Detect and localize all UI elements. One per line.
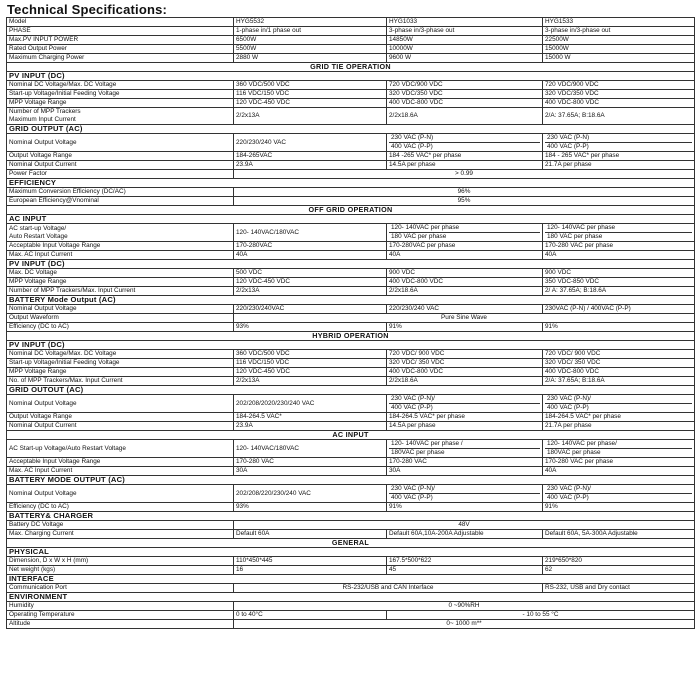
- table-row: [7, 503, 695, 512]
- row-label: [7, 224, 234, 242]
- row-value: 40A: [234, 251, 387, 260]
- row-label: Acceptable Input Voltage Range: [7, 458, 234, 467]
- row-value: 0 ~90%RH: [234, 602, 695, 611]
- table-row: [7, 467, 695, 476]
- row-value: 219*650*820: [543, 557, 695, 566]
- table-row: [7, 90, 695, 99]
- row-label: PHASE: [7, 27, 234, 36]
- row-value: 120- 140VAC/180VAC: [234, 224, 387, 242]
- table-row: [7, 269, 695, 278]
- row-value: 40A: [543, 467, 695, 476]
- table-row: [7, 422, 695, 431]
- table-row: [7, 611, 695, 620]
- row-value: 116 VDC/150 VDC: [234, 359, 387, 368]
- row-label: AC Start-up Voltage/Auto Restart Voltage: [7, 440, 234, 458]
- row-value: 120- 140VAC/180VAC: [234, 440, 387, 458]
- row-value: 6500W: [234, 36, 387, 45]
- row-value: 93%: [234, 503, 387, 512]
- row-label: Max. AC Input Current: [7, 251, 234, 260]
- row-value: Default 60A: [234, 530, 387, 539]
- cell-line: 180 VAC per phase: [391, 233, 447, 240]
- table-row: [7, 368, 695, 377]
- row-value: 720 VDC/900 VDC: [543, 81, 695, 90]
- row-value: 45: [387, 566, 543, 575]
- row-label: Model: [7, 18, 234, 27]
- section-title: PHYSICAL: [7, 548, 695, 557]
- row-label: European Efficiency@Vnominal: [7, 197, 234, 206]
- row-value: 2/2x13A: [234, 287, 387, 296]
- section-title: GRID OUTPUT (AC): [7, 125, 695, 134]
- row-value: 400 VDC-800 VDC: [387, 368, 543, 377]
- row-value: 2/2x13A: [234, 377, 387, 386]
- row-value: 10000W: [387, 45, 543, 54]
- row-value: 170-280 VAC per phase: [543, 242, 695, 251]
- row-label: Net weight (kgs): [7, 566, 234, 575]
- cell-line: 120- 140VAC per phase /: [389, 440, 540, 449]
- spec-table: [6, 17, 695, 629]
- cell-line: 180VAC per phase: [547, 449, 601, 456]
- table-row: [7, 530, 695, 539]
- section-header: [7, 548, 695, 557]
- row-value: 167.5*500*622: [387, 557, 543, 566]
- table-row: [7, 152, 695, 161]
- row-value: 202/208/2020/230/240 VAC: [234, 395, 387, 413]
- row-value: 320 VDC/350 VDC: [387, 90, 543, 99]
- row-label: Dimension, D x W x H (mm): [7, 557, 234, 566]
- row-value: 14.5A per phase: [387, 422, 543, 431]
- section-title: PV INPUT (DC): [7, 260, 695, 269]
- category-header: [7, 539, 695, 548]
- table-row: [7, 602, 695, 611]
- row-label: Efficiency (DC to AC): [7, 323, 234, 332]
- row-value: 14850W: [387, 36, 543, 45]
- row-label: Nominal Output Voltage: [7, 485, 234, 503]
- section-header: [7, 593, 695, 602]
- row-value: 23.9A: [234, 161, 387, 170]
- row-value: 170-280 VAC: [387, 458, 543, 467]
- row-label: Output Voltage Range: [7, 413, 234, 422]
- table-row: [7, 36, 695, 45]
- row-label: Maximum Charging Power: [7, 54, 234, 63]
- row-value: [387, 485, 543, 503]
- row-label: Output Voltage Range: [7, 152, 234, 161]
- section-title: INTERFACE: [7, 575, 695, 584]
- section-title: AC INPUT: [7, 215, 695, 224]
- table-row: [7, 557, 695, 566]
- row-value: [387, 134, 543, 152]
- row-value: 350 VDC-850 VDC: [543, 278, 695, 287]
- row-label: Nominal DC Voltage/Max. DC Voltage: [7, 350, 234, 359]
- section-header: [7, 72, 695, 81]
- cell-line: 230 VAC (P-N)/: [389, 395, 540, 404]
- section-title: BATTERY& CHARGER: [7, 512, 695, 521]
- row-value: 170-280VAC per phase: [387, 242, 543, 251]
- row-value: 95%: [234, 197, 695, 206]
- row-value: [543, 134, 695, 152]
- row-value: 170-280 VAC per phase: [543, 458, 695, 467]
- table-row: [7, 188, 695, 197]
- row-value: 400 VDC-800 VDC: [387, 99, 543, 108]
- row-label: Nominal Output Current: [7, 422, 234, 431]
- row-value: 62: [543, 566, 695, 575]
- row-value: 9600 W: [387, 54, 543, 63]
- table-row: [7, 485, 695, 503]
- row-value: 14.5A per phase: [387, 161, 543, 170]
- category-header: [7, 431, 695, 440]
- row-value: 120 VDC-450 VDC: [234, 99, 387, 108]
- cell-line: 230 VAC (P-N)/: [545, 395, 692, 404]
- section-header: [7, 512, 695, 521]
- table-row: [7, 323, 695, 332]
- cell-line: Auto Restart Voltage: [9, 232, 68, 240]
- category-title: OFF GRID OPERATION: [7, 206, 695, 215]
- row-value: 2/A: 37.65A; B:18.6A: [543, 108, 695, 125]
- row-value: HYG1533: [543, 18, 695, 27]
- row-label: Nominal Output Voltage: [7, 305, 234, 314]
- row-value: 720 VDC/900 VDC: [387, 81, 543, 90]
- row-value: 16: [234, 566, 387, 575]
- category-header: [7, 206, 695, 215]
- row-value: 120 VDC-450 VDC: [234, 368, 387, 377]
- row-value: Default 60A, 5A-300A Adjustable: [543, 530, 695, 539]
- section-title: BATTERY MODE OUTPUT (AC): [7, 476, 695, 485]
- table-row: [7, 584, 695, 593]
- category-title: AC INPUT: [7, 431, 695, 440]
- table-row: [7, 620, 695, 629]
- row-label: Maximum Conversion Efficiency (DC/AC): [7, 188, 234, 197]
- row-value: 220/230/240 VAC: [234, 134, 387, 152]
- row-value: 22500W: [543, 36, 695, 45]
- row-label: Output Waveform: [7, 314, 234, 323]
- row-label: Altitude: [7, 620, 234, 629]
- row-value: 2/2x18.6A: [387, 377, 543, 386]
- row-value: 400 VDC-800 VDC: [543, 368, 695, 377]
- row-value: - 10 to 55 °C: [387, 611, 695, 620]
- table-row: [7, 170, 695, 179]
- table-row: [7, 278, 695, 287]
- row-value: 720 VDC/ 900 VDC: [387, 350, 543, 359]
- row-value: 184-265VAC: [234, 152, 387, 161]
- row-label: Start-up Voltage/Initial Feeding Voltage: [7, 90, 234, 99]
- row-value: > 0.99: [234, 170, 695, 179]
- row-value: 184 -265 VAC* per phase: [387, 152, 543, 161]
- row-value: HYG5532: [234, 18, 387, 27]
- section-title: EFFICIENCY: [7, 179, 695, 188]
- row-value: 1-phase in/1 phase out: [234, 27, 387, 36]
- row-label: Battery DC Voltage: [7, 521, 234, 530]
- cell-line: 230 VAC (P-N): [545, 134, 692, 143]
- row-label: Nominal Output Current: [7, 161, 234, 170]
- cell-line: 400 VAC (P-P): [391, 404, 433, 411]
- row-label: Rated Output Power: [7, 45, 234, 54]
- row-value: 500 VDC: [234, 269, 387, 278]
- row-value: 48V: [234, 521, 695, 530]
- table-row: [7, 54, 695, 63]
- row-value: 23.9A: [234, 422, 387, 431]
- table-row: [7, 305, 695, 314]
- category-title: HYBRID OPERATION: [7, 332, 695, 341]
- row-value: Pure Sine Wave: [234, 314, 695, 323]
- cell-line: 120- 140VAC per phase/: [545, 440, 692, 449]
- table-row: [7, 566, 695, 575]
- table-row: [7, 251, 695, 260]
- cell-line: AC start-up Voltage/: [9, 224, 67, 232]
- table-row: [7, 458, 695, 467]
- row-label: Humidity: [7, 602, 234, 611]
- row-label: Nominal Output Voltage: [7, 134, 234, 152]
- row-value: [543, 485, 695, 503]
- page-title: Technical Specifications:: [7, 2, 168, 17]
- table-row: [7, 108, 695, 125]
- table-row: [7, 314, 695, 323]
- row-value: 320 VDC/ 350 VDC: [543, 359, 695, 368]
- row-value: 360 VDC/500 VDC: [234, 81, 387, 90]
- table-row: [7, 359, 695, 368]
- row-value: RS-232/USB and CAN Interface: [234, 584, 543, 593]
- row-value: 5500W: [234, 45, 387, 54]
- section-header: [7, 341, 695, 350]
- section-header: [7, 260, 695, 269]
- row-value: 184-264.5 VAC* per phase: [543, 413, 695, 422]
- row-value: 2/2x18.6A: [387, 108, 543, 125]
- row-value: 220/230/240VAC: [234, 305, 387, 314]
- row-value: 21.7A per phase: [543, 161, 695, 170]
- cell-line: 120- 140VAC per phase: [545, 224, 692, 233]
- section-header: [7, 296, 695, 305]
- row-value: 40A: [387, 251, 543, 260]
- cell-line: Maximum Input Current: [9, 116, 76, 123]
- row-value: 184-264.5 VAC* per phase: [387, 413, 543, 422]
- section-title: PV INPUT (DC): [7, 341, 695, 350]
- row-value: 21.7A per phase: [543, 422, 695, 431]
- row-value: 110*450*445: [234, 557, 387, 566]
- row-label: Nominal Output Voltage: [7, 395, 234, 413]
- section-header: [7, 386, 695, 395]
- table-row: [7, 440, 695, 458]
- row-value: 2/ A: 37.65A; B:18.6A: [543, 287, 695, 296]
- row-value: 900 VDC: [543, 269, 695, 278]
- row-label: MPP Voltage Range: [7, 278, 234, 287]
- row-value: Default 60A,10A-200A Adjustable: [387, 530, 543, 539]
- row-value: 320 VDC/ 350 VDC: [387, 359, 543, 368]
- row-value: 15000 W: [543, 54, 695, 63]
- row-value: HYG1033: [387, 18, 543, 27]
- row-value: 170-280 VAC: [234, 458, 387, 467]
- table-row: [7, 81, 695, 90]
- row-label: Start-up Voltage/Initial Feeding Voltage: [7, 359, 234, 368]
- row-value: 230VAC (P-N) / 400VAC (P-P): [543, 305, 695, 314]
- row-value: 320 VDC/350 VDC: [543, 90, 695, 99]
- row-value: [543, 440, 695, 458]
- section-header: [7, 575, 695, 584]
- row-label: [7, 108, 234, 125]
- row-value: 720 VDC/ 900 VDC: [543, 350, 695, 359]
- row-value: 2/A: 37.65A; B:18.6A: [543, 377, 695, 386]
- row-label: No. of MPP Trackers/Max. Input Current: [7, 377, 234, 386]
- row-label: Max.PV INPUT POWER: [7, 36, 234, 45]
- category-title: GRID TIE OPERATION: [7, 63, 695, 72]
- row-label: Operating Temperature: [7, 611, 234, 620]
- section-title: BATTERY Mode Output (AC): [7, 296, 695, 305]
- table-row: [7, 99, 695, 108]
- row-value: 202/208/220/230/240 VAC: [234, 485, 387, 503]
- row-value: [387, 395, 543, 413]
- row-value: 30A: [234, 467, 387, 476]
- category-header: [7, 332, 695, 341]
- category-header: [7, 63, 695, 72]
- row-value: 0 to 40°C: [234, 611, 387, 620]
- cell-line: 400 VAC (P-P): [391, 494, 433, 501]
- table-row: [7, 287, 695, 296]
- row-value: [543, 224, 695, 242]
- cell-line: 180 VAC per phase: [547, 233, 603, 240]
- row-value: 2/2x18.6A: [387, 287, 543, 296]
- row-value: 170-280VAC: [234, 242, 387, 251]
- row-value: 2880 W: [234, 54, 387, 63]
- cell-line: 400 VAC (P-P): [547, 404, 589, 411]
- row-value: [543, 395, 695, 413]
- cell-line: 230 VAC (P-N): [389, 134, 540, 143]
- row-label: Acceptable Input Voltage Range: [7, 242, 234, 251]
- table-row: [7, 521, 695, 530]
- section-header: [7, 215, 695, 224]
- row-value: 91%: [387, 323, 543, 332]
- row-value: [387, 224, 543, 242]
- row-label: Max. AC Input Current: [7, 467, 234, 476]
- row-value: [387, 440, 543, 458]
- row-label: Max. DC Voltage: [7, 269, 234, 278]
- cell-line: 230 VAC (P-N)/: [545, 485, 692, 494]
- cell-line: 400 VAC (P-P): [547, 143, 589, 150]
- cell-line: 180VAC per phase: [391, 449, 445, 456]
- row-value: 91%: [543, 323, 695, 332]
- row-value: 91%: [387, 503, 543, 512]
- category-title: GENERAL: [7, 539, 695, 548]
- section-title: PV INPUT (DC): [7, 72, 695, 81]
- row-value: 120 VDC-450 VDC: [234, 278, 387, 287]
- section-header: [7, 476, 695, 485]
- row-value: 91%: [543, 503, 695, 512]
- table-row: [7, 134, 695, 152]
- row-value: 40A: [543, 251, 695, 260]
- row-value: 360 VDC/500 VDC: [234, 350, 387, 359]
- table-row: [7, 377, 695, 386]
- cell-line: 230 VAC (P-N)/: [389, 485, 540, 494]
- row-value: 2/2x13A: [234, 108, 387, 125]
- row-value: 184-264.5 VAC*: [234, 413, 387, 422]
- section-title: GRID OUTOUT (AC): [7, 386, 695, 395]
- row-label: MPP Voltage Range: [7, 99, 234, 108]
- row-value: 0~ 1000 m**: [234, 620, 695, 629]
- row-value: 220/230/240 VAC: [387, 305, 543, 314]
- row-label: Communication Port: [7, 584, 234, 593]
- table-row: [7, 242, 695, 251]
- row-value: 15000W: [543, 45, 695, 54]
- table-row: [7, 413, 695, 422]
- table-row: [7, 395, 695, 413]
- row-label: Nominal DC Voltage/Max. DC Voltage: [7, 81, 234, 90]
- row-label: Efficiency (DC to AC): [7, 503, 234, 512]
- table-row: [7, 350, 695, 359]
- table-row: [7, 161, 695, 170]
- table-row: [7, 197, 695, 206]
- spec-table-body: [7, 18, 695, 629]
- row-value: 400 VDC-800 VDC: [543, 99, 695, 108]
- table-row: [7, 45, 695, 54]
- table-row: [7, 27, 695, 36]
- cell-line: 400 VAC (P-P): [547, 494, 589, 501]
- row-value: 3-phase in/3-phase out: [543, 27, 695, 36]
- row-value: 3-phase in/3-phase out: [387, 27, 543, 36]
- row-value: 93%: [234, 323, 387, 332]
- row-label: MPP Voltage Range: [7, 368, 234, 377]
- row-label: Number of MPP Trackers/Max. Input Current: [7, 287, 234, 296]
- table-row: [7, 224, 695, 242]
- section-title: ENVIRONMENT: [7, 593, 695, 602]
- row-value: 184 - 265 VAC* per phase: [543, 152, 695, 161]
- row-label: Power Factor: [7, 170, 234, 179]
- cell-line: Number of MPP Trackers: [9, 108, 81, 115]
- cell-line: 120- 140VAC per phase: [389, 224, 540, 233]
- section-header: [7, 125, 695, 134]
- row-value: 116 VDC/150 VDC: [234, 90, 387, 99]
- row-value: 900 VDC: [387, 269, 543, 278]
- row-value: RS-232, USB and Dry contact: [543, 584, 695, 593]
- cell-line: 400 VAC (P-P): [391, 143, 433, 150]
- row-value: 30A: [387, 467, 543, 476]
- table-row: [7, 18, 695, 27]
- section-header: [7, 179, 695, 188]
- row-value: 96%: [234, 188, 695, 197]
- row-value: 400 VDC-800 VDC: [387, 278, 543, 287]
- row-label: Max. Charging Current: [7, 530, 234, 539]
